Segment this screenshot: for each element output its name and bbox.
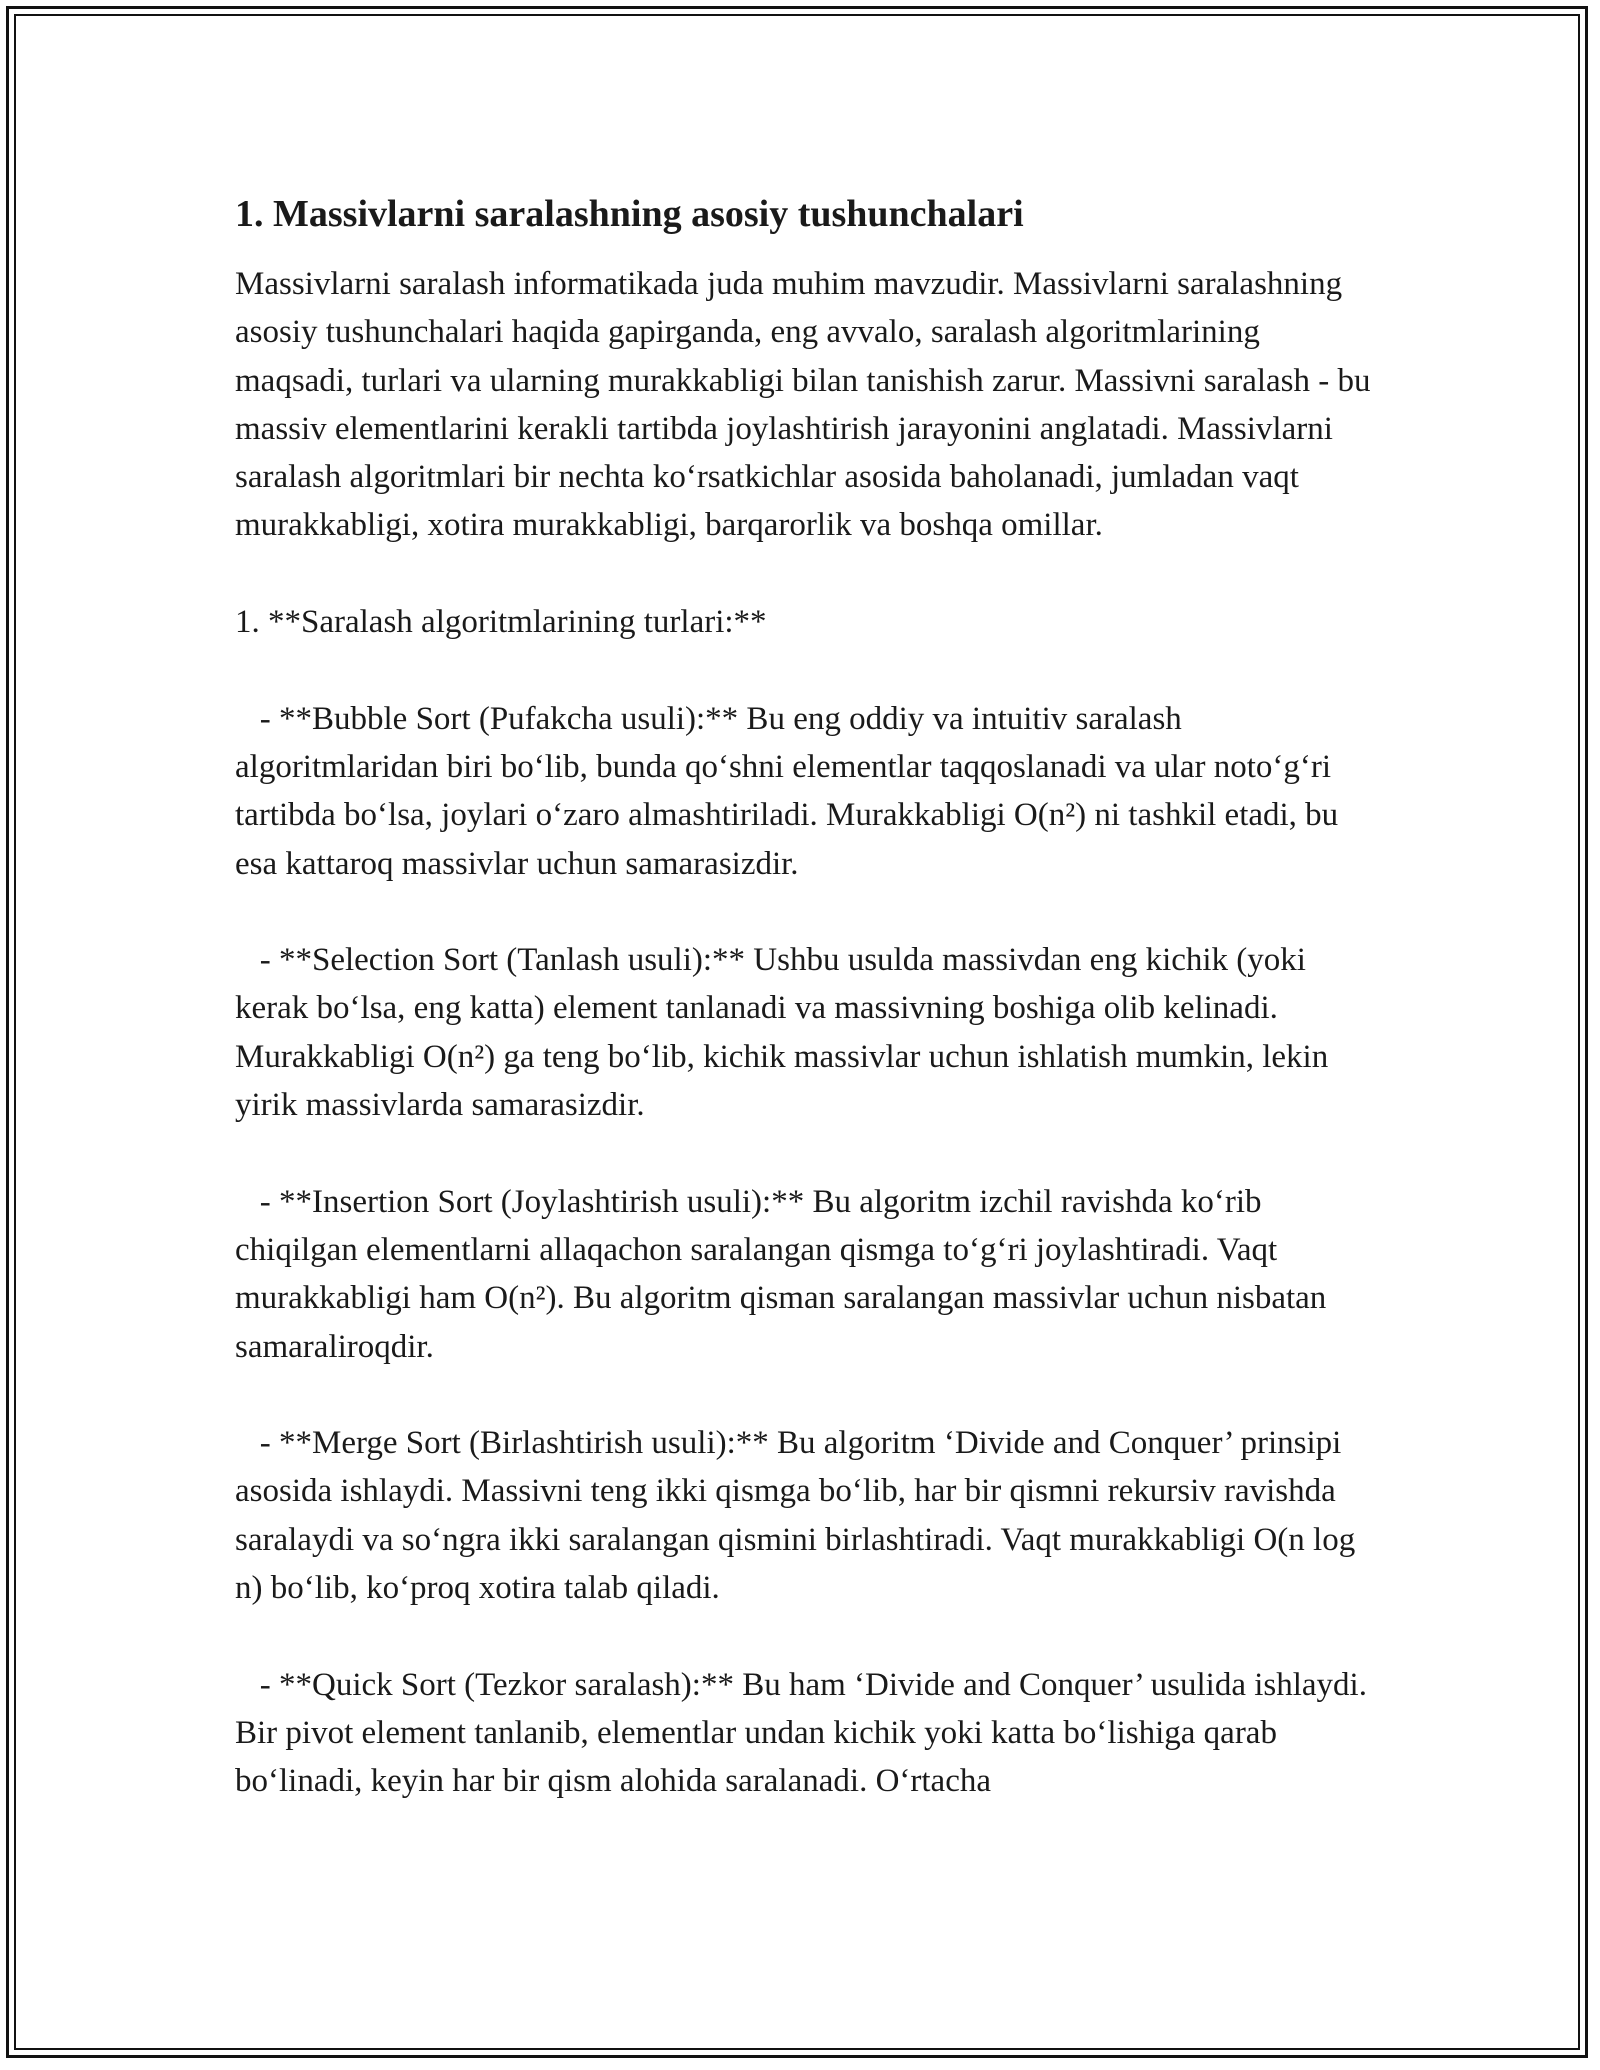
spacer [235, 888, 1375, 936]
spacer [235, 550, 1375, 598]
document-body [235, 190, 1379, 1806]
list-item-merge-sort: - **Merge Sort (Birlashtirish usuli):** Bu algoritm ‘Divide and Conquer’ prinsipi asosida ishlaydi. Massivni teng ikki qismga bo‘lib, har bir qismni rekursiv ravishda saralaydi va so‘ngra ikki saralangan qismini birlashtiradi. Vaqt murakkabligi O(n log n) bo‘lib, ko‘proq xotira talab qiladi. [235, 1425, 1364, 1607]
list-item-quick-sort: - **Quick Sort (Tezkor saralash):** Bu ham ‘Divide and Conquer’ usulida ishlaydi. Bir pivot element tanlanib, elementlar undan kichik yoki katta bo‘lishiga qarab bo‘linadi, keyin har bir qism alohida saralanadi. O‘rtacha [235, 1666, 1376, 1800]
spacer [235, 1612, 1375, 1660]
list-item-selection-sort: - **Selection Sort (Tanlash usuli):** Ushbu usulda massivdan eng kichik (yoki kerak bo‘lsa, eng katta) element tanlanadi va massivning boshiga olib kelinadi. Murakkabligi O(n²) ga teng bo‘lib, kichik massivlar uchun ishlatish mumkin, lekin yirik massivlarda samarasizdir. [235, 942, 1337, 1124]
spacer [235, 1129, 1375, 1177]
spacer [235, 646, 1375, 694]
list-item-insertion-sort: - **Insertion Sort (Joylashtirish usuli):** Bu algoritm izchil ravishda ko‘rib chiqilgan elementlarni allaqachon saralangan qismga to‘g‘ri joylashtiradi. Vaqt murakkabligi ham O(n²). Bu algoritm qisman saralangan massivlar uchun nisbatan samaraliroqdir. [235, 1183, 1335, 1365]
list-item-bubble-sort: - **Bubble Sort (Pufakcha usuli):** Bu eng oddiy va intuitiv saralash algoritmlaridan biri bo‘lib, bunda qo‘shni elementlar taqqoslanadi va ular noto‘g‘ri tartibda bo‘lsa, joylari o‘zaro almashtiriladi. Murakkabligi O(n²) ni tashkil etadi, bu esa kattaroq massivlar uchun samarasizdir. [235, 700, 1347, 882]
intro-paragraph: Massivlarni saralash informatikada juda muhim mavzudir. Massivlarni saralashning asosiy tushunchalari haqida gapirganda, eng avvalo, saralash algoritmlarining maqsadi, turlari va ularning murakkabligi bilan tanishish zarur. Massivni saralash - bu massiv elementlarini kerakli tartibda joylashtirish jarayonini anglatadi. Massivlarni saralash algoritmlari bir nechta ko‘rsatkichlar asosida baholanadi, jumladan vaqt murakkabligi, xotira murakkabligi, barqarorlik va boshqa omillar. [235, 266, 1379, 544]
section-heading: 1. Massivlarni saralashning asosiy tushunchalari [235, 193, 1024, 235]
spacer [235, 1371, 1375, 1419]
list-heading: 1. **Saralash algoritmlarining turlari:** [235, 604, 767, 641]
